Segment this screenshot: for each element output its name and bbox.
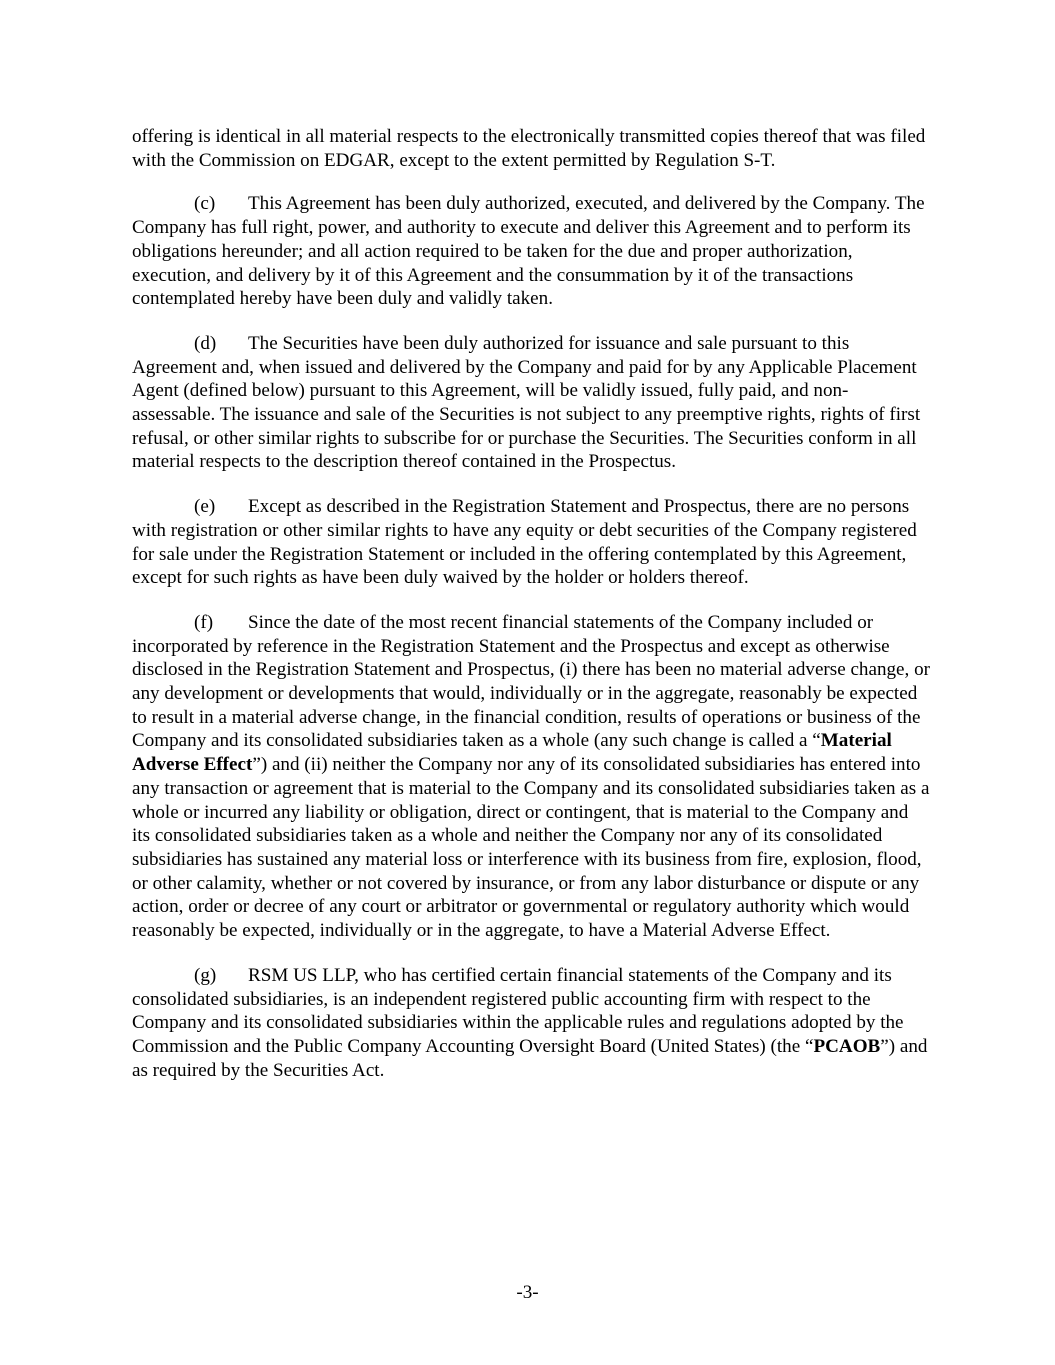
section-c-text: This Agreement has been duly authorized, executed, and delivered by the Company. The Company has full right, power, and authority to execute and deliver this Agreement and to perform its obligations hereunder; and all action required to be taken for the due and proper authorization, execution, and delivery by it of this Agreement and the consummation by it of the transactions contemplated hereby have been duly and validly taken. [132,193,925,310]
section-d-text: The Securities have been duly authorized for issuance and sale pursuant to this Agreement and, when issued and delivered by the Company and paid for by any Applicable Placement Agent (defined below) pursuant to this Agreement, will be validly issued, fully paid, and non-assessable. The issuance and sale of the Securities is not subject to any preemptive rights, rights of first refusal, or other similar rights to subscribe for or purchase the Securities. The Securities conform in all material respects to the description thereof contained in the Prospectus. [132,332,921,473]
section-f-paragraph [132,611,930,943]
defined-term-pcaob: PCAOB [813,1035,881,1057]
section-e-label: (e) [194,496,216,518]
section-g-label: (g) [194,964,217,986]
section-c-paragraph [132,192,930,311]
section-d-label: (d) [194,332,217,354]
document-body [132,125,930,1103]
section-g-paragraph [132,964,930,1083]
section-d-paragraph [132,332,930,474]
section-f-text-before: Since the date of the most recent financial statements of the Company included or incorporated by reference in the Registration Statement and the Prospectus and except as otherwise disclosed in the Registration Statement and Prospectus, (i) there has been no material adverse change, or any development or developments that would, individually or in the aggregate, reasonably be expected to result in a material adverse change, in the financial condition, results of operations or business of the Company and its consolidated subsidiaries taken as a whole (any such change is called a “ [132,611,930,752]
section-g-text-after: ”) and as required by the Securities Act. [132,1035,928,1081]
intro-paragraph: offering is identical in all material respects to the electronically transmitted copies thereof that was filed with the Commission on EDGAR, except to the extent permitted by Regulation S-T. [132,126,926,171]
section-e-text: Except as described in the Registration Statement and Prospectus, there are no persons with registration or other similar rights to have any equity or debt securities of the Company registered for sale under the Registration Statement or included in the offering contemplated by this Agreement, except for such rights as have been duly waived by the holder or holders thereof. [132,496,917,589]
page-number: -3- [516,1282,539,1303]
section-c-label: (c) [194,193,216,215]
defined-term-material-adverse-effect: Material Adverse Effect [132,730,892,776]
section-f-text-after: ”) and (ii) neither the Company nor any of its consolidated subsidiaries has entered into any transaction or agreement that is material to the Company and its consolidated subsidiaries taken as a whole or incurred any liability or obligation, direct or contingent, that is material to the Company and its consolidated subsidiaries taken as a whole and neither the Company nor any of its consolidated subsidiaries has sustained any material loss or interference with its business from fire, explosion, flood, or other calamity, whether or not covered by insurance, or from any labor disturbance or dispute or any action, order or decree of any court or arbitrator or governmental or regulatory authority which would reasonably be expected, individually or in the aggregate, to have a Material Adverse Effect. [132,754,930,942]
section-g-text-before: RSM US LLP, who has certified certain financial statements of the Company and its consolidated subsidiaries, is an independent registered public accounting firm with respect to the Company and its consolidated subsidiaries within the applicable rules and regulations adopted by the Commission and the Public Company Accounting Oversight Board (United States) (the “ [132,964,904,1057]
section-e-paragraph [132,495,930,590]
section-f-label: (f) [194,611,214,633]
